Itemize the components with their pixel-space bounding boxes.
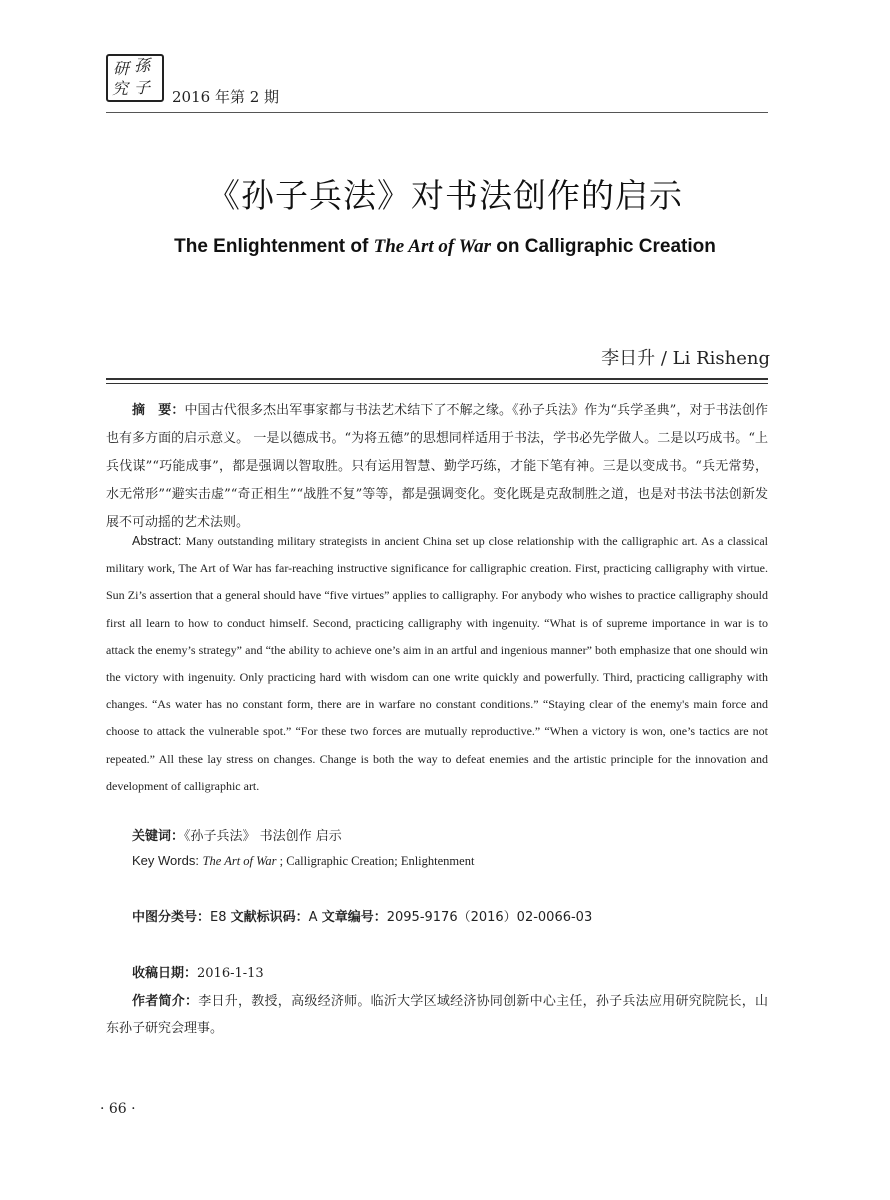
abstract-english-text: Many outstanding military strategists in ancient China set up close relationship with the calligraphic art. As a classical military work, The Art of War has far-reaching instructive significance for calligraphic creation. First, practicing calligraphy with virtue. Sun Zi’s assertion that a general should have “five virtues” applies to calligraphy. For anybody who wishes to practice calligraphy should first all learn to how to conduct himself. Second, practicing calligraphy with ingenuity. “What is of supreme importance in war is to attack the enemy’s strategy” and “the ability to achieve one’s aim in an artful and ingenious manner” both emphasize that one should win the victory with ingenuity. Only practicing hard with wisdom can one write quickly and powerfully. Third, practicing calligraphy with changes. “As water has no constant form, there are in warfare no constant conditions.” “Staying clear of the enemy's main force and choose to attack the vulnerable spot.” “For these two forces are mutually reproductive.” “When a victory is won, one’s tactics are not repeated.” All these lay stress on changes. Change is both the way to defeat enemies and the artistic principle for the innovation and development of calligraphic art.	[106, 534, 768, 793]
clc-value: E8	[210, 910, 227, 925]
article-number-value: 2095-9176（2016）02-0066-03	[386, 910, 593, 925]
title-english-prefix: The Enlightenment of	[174, 236, 374, 257]
journal-logo	[106, 54, 164, 102]
article-number-label: 文章编号：	[321, 910, 387, 925]
logo-char: 孫	[134, 56, 151, 75]
logo-char: 研	[113, 59, 130, 78]
keywords-chinese-label: 关键词：	[132, 829, 185, 844]
classification-line	[132, 906, 592, 925]
abstract-chinese-text: 中国古代很多杰出军事家都与书法艺术结下了不解之缘。《孙子兵法》作为“兵学圣典”，对于书法创作也有多方面的启示意义。 一是以德成书。“为将五德”的思想同样适用于书法，学书必先学做人。二是以巧成书。“上兵伐谋”“巧能成事”，都是强调以智取胜。只有运用智慧、勤学巧练，才能下笔有神。三是以变成书。“兵无常势，水无常形”“避实击虚”“奇正相生”“战胜不复”等等，都是强调变化。变化既是克敌制胜之道，也是对书法书法创新发展不可动摇的艺术法则。	[106, 403, 768, 530]
keywords-english-text: ; Calligraphic Creation; Enlightenment	[276, 854, 475, 868]
issue-label: 2016 年第 2 期	[172, 88, 280, 106]
clc-label: 中图分类号：	[132, 910, 211, 925]
author-divider-thick	[106, 378, 768, 380]
keywords-english-italic: The Art of War	[202, 854, 277, 868]
received-date-label: 收稿日期：	[132, 966, 198, 981]
abstract-english-label: Abstract:	[132, 534, 186, 548]
author-bio	[106, 988, 768, 1042]
page-header	[106, 54, 768, 114]
abstract-chinese-label: 摘 要：	[132, 403, 185, 418]
title-chinese: 《孙子兵法》对书法创作的启示	[207, 176, 683, 215]
author-bio-label: 作者简介：	[132, 994, 199, 1009]
received-date-value: 2016-1-13	[197, 966, 264, 981]
abstract-english	[106, 528, 768, 800]
logo-char: 究	[112, 79, 129, 98]
title-english-suffix: on Calligraphic Creation	[490, 236, 716, 257]
keywords-chinese	[132, 825, 342, 844]
author-divider-thin	[106, 383, 768, 384]
keywords-english	[132, 853, 474, 869]
page-number: · 66 ·	[100, 1101, 136, 1117]
received-date	[132, 962, 264, 981]
title-english	[0, 236, 890, 258]
doc-code-label: 文献标识码：	[230, 910, 309, 925]
header-divider	[106, 112, 768, 113]
keywords-english-label: Key Words:	[132, 853, 203, 868]
logo-char: 子	[134, 78, 151, 97]
author-line: 李日升 / Li Risheng	[601, 348, 770, 369]
title-english-italic: The Art of War	[373, 236, 491, 257]
doc-code-value: A	[308, 910, 318, 925]
abstract-chinese	[106, 397, 768, 537]
keywords-chinese-text: 《孙子兵法》 书法创作 启示	[184, 829, 342, 844]
author-bio-text: 李日升，教授，高级经济师。临沂大学区域经济协同创新中心主任，孙子兵法应用研究院院长，山东孙子研究会理事。	[106, 994, 768, 1036]
